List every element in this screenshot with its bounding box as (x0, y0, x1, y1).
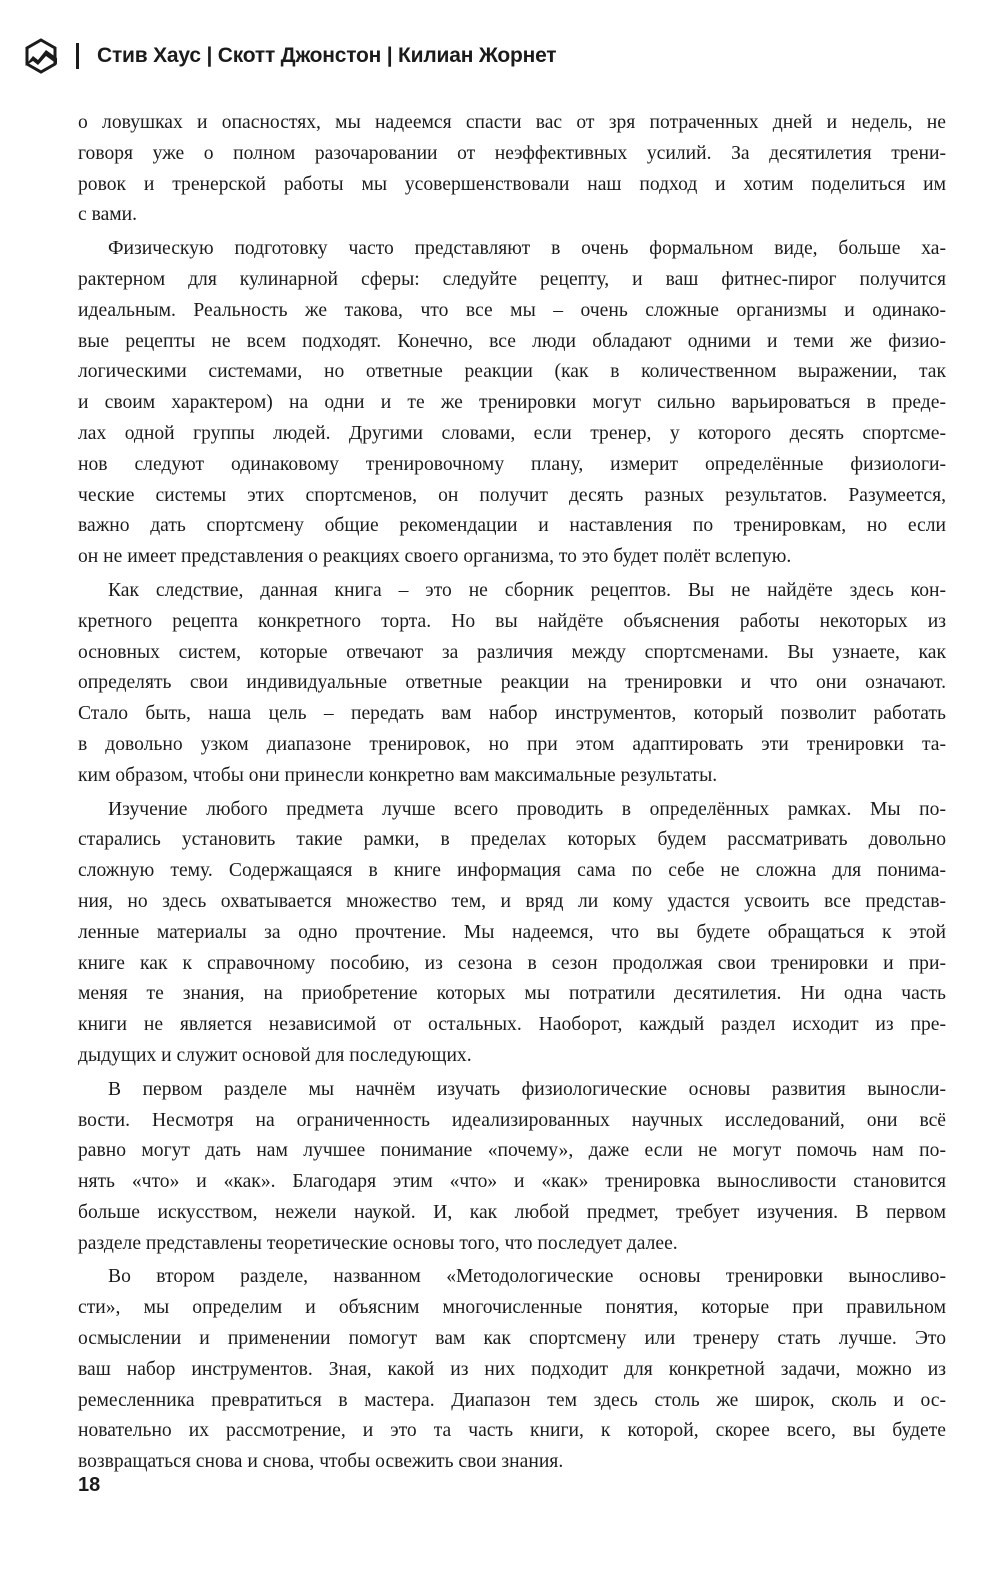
text-line: идеальным. Реальность же такова, что все мы – очень сложные организмы и одинако- (78, 299, 946, 321)
text-line: вые рецепты не всем подходят. Конечно, все люди обладают одними и теми же физио- (78, 330, 946, 352)
text-line: ровок и тренерской работы мы усовершенствовали наш подход и хотим поделиться им (78, 173, 946, 195)
text-line: ким образом, чтобы они принесли конкретно вам максимальные результаты. (78, 764, 718, 786)
text-line: лах одной группы людей. Другими словами, если тренер, у которого десять спортсме- (78, 422, 946, 444)
header-authors: Стив Хаус | Скотт Джонстон | Килиан Жорнет (97, 44, 557, 67)
text-line: важно дать спортсмену общие рекомендации и наставления по тренировкам, но если (78, 515, 946, 537)
publisher-logo-icon (24, 38, 58, 74)
text-line: логическими системами, но ответные реакции (как в количественном выражении, так (78, 361, 946, 383)
text-line: говоря уже о полном разочаровании от неэффективных усилий. За десятилетия трени- (78, 142, 946, 164)
text-line: разделе представлены теоретические основы того, что последует далее. (78, 1232, 678, 1254)
text-line: нять «что» и «как». Благодаря этим «что» и «как» тренировка выносливости становится (78, 1171, 946, 1193)
text-line: ремесленника превратиться в мастера. Диапазон тем здесь столь же широк, сколь и ос- (78, 1389, 946, 1411)
page-number: 18 (78, 1474, 101, 1496)
text-line: ческие системы этих спортсменов, он получит десять разных результатов. Разумеется, (78, 484, 946, 506)
text-line: старались установить такие рамки, в пределах которых будем рассматривать довольно (78, 829, 946, 851)
paragraph (78, 1262, 946, 1478)
text-line: дыдущих и служит основой для последующих. (78, 1044, 472, 1066)
text-line: книги не является независимой от остальных. Наоборот, каждый раздел исходит из пре- (78, 1014, 946, 1036)
text-line: вости. Несмотря на ограниченность идеализированных научных исследований, они всё (78, 1109, 946, 1131)
running-header (24, 36, 556, 76)
text-line: нов следуют одинаковому тренировочному плану, измерит определённые физиологи- (78, 453, 946, 475)
text-line: осмыслении и применении помогут вам как спортсмену или тренеру стать лучше. Это (78, 1328, 946, 1350)
text-line: ваш набор инструментов. Зная, какой из них подходит для конкретной задачи, можно из (78, 1358, 946, 1380)
header-divider (76, 43, 79, 69)
paragraph (78, 234, 946, 573)
text-line: и своим характером) на одни и те же тренировки могут сильно варьироваться в преде- (78, 392, 946, 414)
text-line: ния, но здесь охватывается множество тем, и вряд ли кому удастся усвоить все представ- (78, 890, 946, 912)
text-line: рактерном для кулинарной сферы: следуйте рецепту, и ваш фитнес-пирог получится (78, 268, 946, 290)
text-line: новательно их рассмотрение, и это та часть книги, к которой, скорее всего, вы будете (78, 1420, 946, 1442)
text-line: сти», мы определим и объясним многочисленные понятия, которые при правильном (78, 1297, 946, 1319)
text-line: сложную тему. Содержащаяся в книге информация сама по себе не сложна для понима- (78, 860, 946, 882)
text-line: ленные материалы за одно прочтение. Мы надеемся, что вы будете обращаться к этой (78, 921, 946, 943)
text-line: возвращаться снова и снова, чтобы освежить свои знания. (78, 1451, 564, 1473)
paragraph (78, 576, 946, 792)
body-text (78, 108, 946, 1478)
text-line: В первом разделе мы начнём изучать физиологические основы развития выносли- (108, 1078, 946, 1100)
text-line: с вами. (78, 204, 138, 226)
paragraph (78, 1075, 946, 1260)
text-line: Стало быть, наша цель – передать вам набор инструментов, который позволит работать (78, 703, 946, 725)
paragraph (78, 795, 946, 1072)
text-line: основных систем, которые отвечают за различия между спортсменами. Вы узнаете, как (78, 641, 946, 663)
text-line: кретного рецепта конкретного торта. Но вы найдёте объяснения работы некоторых из (78, 610, 946, 632)
paragraph (78, 108, 946, 231)
text-line: меняя те знания, на приобретение которых мы потратили десятилетия. Ни одна часть (78, 983, 946, 1005)
text-line: Физическую подготовку часто представляют в очень формальном виде, больше ха- (108, 238, 946, 260)
text-line: равно могут дать нам лучшее понимание «почему», даже если не могут помочь нам по- (78, 1140, 946, 1162)
text-line: о ловушках и опасностях, мы надеемся спасти вас от зря потраченных дней и недель, не (78, 112, 946, 133)
text-line: больше искусством, нежели наукой. И, как любой предмет, требует изучения. В первом (78, 1201, 946, 1223)
text-line: Изучение любого предмета лучше всего проводить в определённых рамках. Мы по- (108, 798, 946, 820)
text-line: определять свои индивидуальные ответные реакции на тренировки и что они означают. (78, 672, 946, 694)
text-line: в довольно узком диапазоне тренировок, но при этом адаптировать эти тренировки та- (78, 733, 946, 755)
text-line: Во втором разделе, названном «Методологические основы тренировки выносливо- (108, 1266, 946, 1288)
text-line: книге как к справочному пособию, из сезона в сезон продолжая свои тренировки и при- (78, 952, 946, 974)
text-line: Как следствие, данная книга – это не сборник рецептов. Вы не найдёте здесь кон- (108, 579, 946, 601)
text-line: он не имеет представления о реакциях своего организма, то это будет полёт вслепую. (78, 546, 792, 568)
